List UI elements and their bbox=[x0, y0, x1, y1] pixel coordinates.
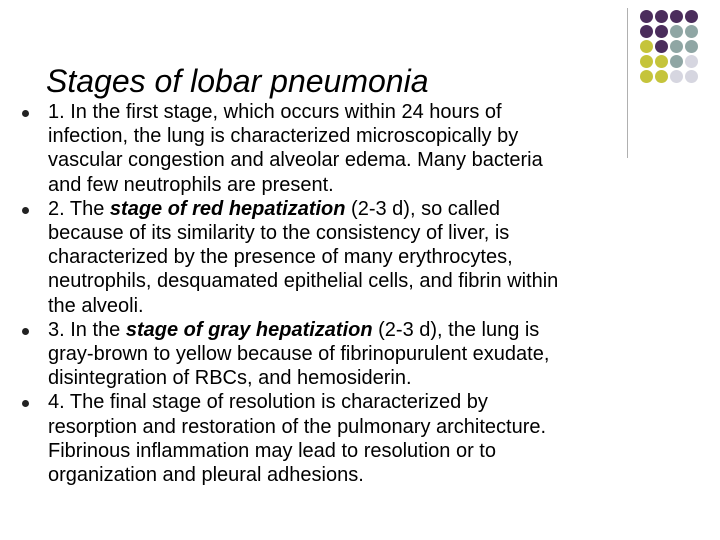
decor-dot bbox=[655, 10, 668, 23]
text-segment: vascular congestion and alveolar edema. Many bacteria bbox=[48, 149, 543, 172]
decor-dot bbox=[640, 40, 653, 53]
decor-dot bbox=[640, 10, 653, 23]
decor-dot bbox=[670, 40, 683, 53]
decor-dot bbox=[655, 55, 668, 68]
list-item-line bbox=[48, 173, 700, 197]
list-item-line bbox=[48, 463, 700, 487]
decor-dot bbox=[685, 55, 698, 68]
decor-dot bbox=[685, 25, 698, 38]
text-segment: neutrophils, desquamated epithelial cells, and fibrin within bbox=[48, 270, 559, 293]
decor-dot bbox=[670, 25, 683, 38]
decor-dot bbox=[640, 55, 653, 68]
emphasized-term: stage of red hepatization bbox=[109, 197, 346, 220]
list-item-line bbox=[48, 245, 700, 269]
decor-dot bbox=[670, 55, 683, 68]
decor-dot bbox=[670, 10, 683, 23]
emphasized-term: stage of gray hepatization bbox=[125, 318, 373, 341]
decor-dot bbox=[640, 70, 653, 83]
text-segment: 3. In the bbox=[48, 318, 126, 341]
bullet-icon bbox=[22, 207, 29, 214]
text-segment: and few neutrophils are present. bbox=[48, 173, 334, 196]
list-item-line bbox=[48, 318, 700, 342]
list-item-line bbox=[48, 148, 700, 172]
decor-dot bbox=[655, 25, 668, 38]
text-segment: (2-3 d), so called bbox=[345, 197, 501, 220]
list-item bbox=[0, 390, 700, 487]
text-segment: 2. The bbox=[48, 197, 110, 220]
list-item-line bbox=[48, 269, 700, 293]
text-segment: infection, the lung is characterized microscopically by bbox=[48, 125, 519, 148]
slide-title: Stages of lobar pneumonia bbox=[46, 63, 429, 99]
decor-dot bbox=[670, 70, 683, 83]
list-item bbox=[0, 197, 700, 318]
decor-dot bbox=[655, 40, 668, 53]
list-item-line bbox=[48, 366, 700, 390]
decor-dot bbox=[685, 40, 698, 53]
decor-dot bbox=[655, 70, 668, 83]
text-segment: resorption and restoration of the pulmonary architecture. bbox=[48, 415, 547, 438]
list-item bbox=[0, 100, 700, 197]
text-segment: (2-3 d), the lung is bbox=[372, 318, 540, 341]
decor-dot bbox=[685, 10, 698, 23]
bullet-icon bbox=[22, 328, 29, 335]
list-item-line bbox=[48, 294, 700, 318]
decor-dot bbox=[640, 25, 653, 38]
list-item-line bbox=[48, 124, 700, 148]
text-segment: gray-brown to yellow because of fibrinopurulent exudate, bbox=[48, 343, 550, 366]
text-segment: characterized by the presence of many erythrocytes, bbox=[48, 246, 513, 269]
list-item-line bbox=[48, 415, 700, 439]
bullet-icon bbox=[22, 400, 29, 407]
bullet-list bbox=[0, 100, 700, 487]
list-item bbox=[0, 318, 700, 391]
text-segment: Fibrinous inflammation may lead to resolution or to bbox=[48, 439, 496, 462]
text-segment: 1. In the first stage, which occurs within 24 hours of bbox=[48, 101, 502, 123]
text-segment: because of its similarity to the consistency of liver, is bbox=[48, 222, 510, 245]
list-item-line bbox=[48, 221, 700, 245]
list-item-line bbox=[48, 439, 700, 463]
text-segment: organization and pleural adhesions. bbox=[48, 464, 364, 487]
list-item-line bbox=[48, 100, 700, 124]
list-item-line bbox=[48, 390, 700, 414]
text-segment: the alveoli. bbox=[48, 294, 144, 317]
text-segment: disintegration of RBCs, and hemosiderin. bbox=[48, 367, 412, 390]
text-segment: 4. The final stage of resolution is characterized by bbox=[48, 391, 488, 414]
decor-dot bbox=[685, 70, 698, 83]
list-item-line bbox=[48, 197, 700, 221]
list-item-line bbox=[48, 342, 700, 366]
bullet-icon bbox=[22, 110, 29, 117]
